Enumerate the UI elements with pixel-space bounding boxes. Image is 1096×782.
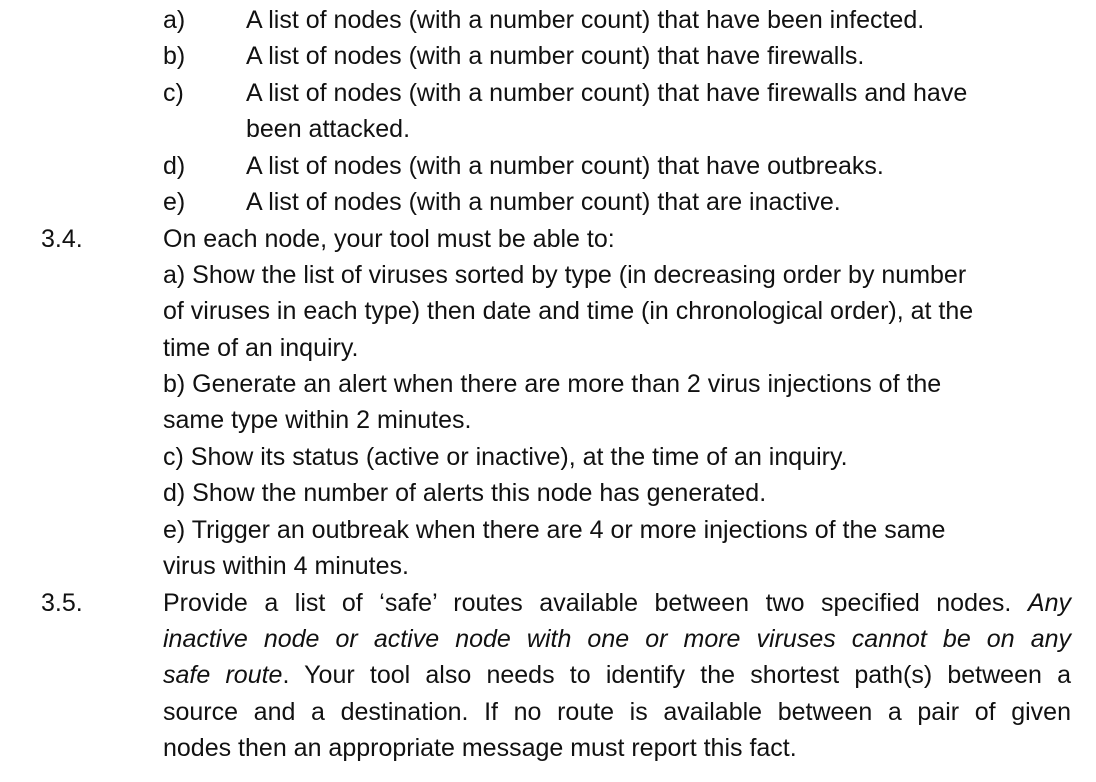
sub-item-b-text: A list of nodes (with a number count) that have firewalls. xyxy=(246,42,865,70)
section-line: e) Trigger an outbreak when there are 4 or more injections of the same xyxy=(163,516,946,544)
sub-item-e-text: A list of nodes (with a number count) that are inactive. xyxy=(246,188,841,216)
section-line: time of an inquiry. xyxy=(163,334,359,362)
sub-item-d-label: d) xyxy=(163,152,186,180)
section-line: of viruses in each type) then date and time (in chronological order), at the xyxy=(163,297,974,325)
section-line: a) Show the list of viruses sorted by type (in decreasing order by number xyxy=(163,261,967,289)
section-line xyxy=(163,585,1071,621)
section-line: d) Show the number of alerts this node has generated. xyxy=(163,479,767,507)
section-text-italic: safe route xyxy=(163,661,283,689)
section-text-italic: Any xyxy=(1027,589,1071,617)
section-number: 3.4. xyxy=(41,225,83,253)
section-line: same type within 2 minutes. xyxy=(163,406,472,434)
section-line: c) Show its status (active or inactive), at the time of an inquiry. xyxy=(163,443,848,471)
section-line xyxy=(163,657,1071,693)
sub-item-b-label: b) xyxy=(163,42,186,70)
sub-item-c-label: c) xyxy=(163,79,184,107)
sub-item-c-text: A list of nodes (with a number count) that have firewalls and have xyxy=(246,79,968,107)
section-text: . Your tool also needs to identify the shortest path(s) between a xyxy=(282,661,1072,689)
sub-item-a-text: A list of nodes (with a number count) that have been infected. xyxy=(246,6,925,34)
section-text-italic: inactive node or active node with one or more viruses cannot be on any xyxy=(163,625,1071,653)
section-text: Provide a list of ‘safe’ routes available between two specified nodes. xyxy=(163,589,1012,617)
section-line: nodes then an appropriate message must report this fact. xyxy=(163,734,797,762)
section-intro: On each node, your tool must be able to: xyxy=(163,225,615,253)
sub-item-a-label: a) xyxy=(163,6,186,34)
sub-item-d-text: A list of nodes (with a number count) that have outbreaks. xyxy=(246,152,884,180)
section-line: source and a destination. If no route is available between a pair of given xyxy=(163,698,1071,726)
sub-item-c-text-continued: been attacked. xyxy=(246,115,411,143)
sub-item-e-label: e) xyxy=(163,188,186,216)
section-line: b) Generate an alert when there are more than 2 virus injections of the xyxy=(163,370,942,398)
section-line xyxy=(163,621,1071,657)
section-number: 3.5. xyxy=(41,589,83,617)
section-line: virus within 4 minutes. xyxy=(163,552,409,580)
